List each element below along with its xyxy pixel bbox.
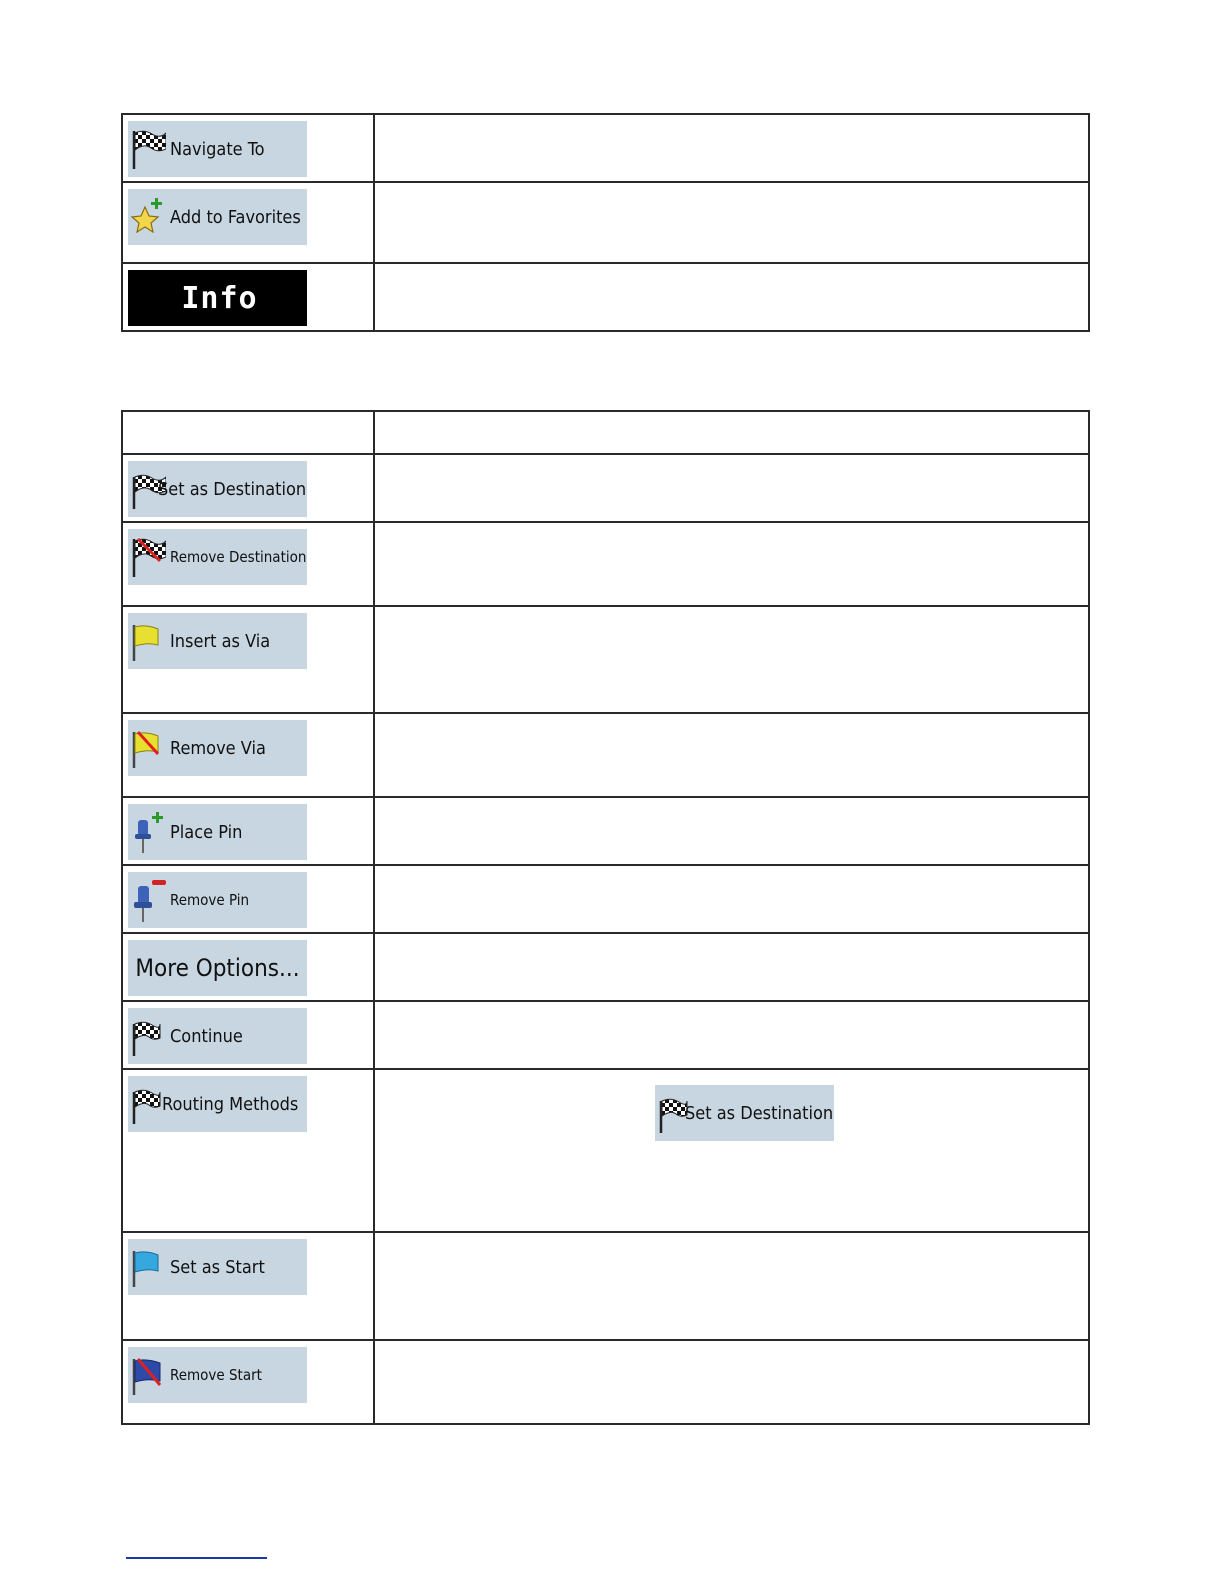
button-label: Navigate To <box>170 138 265 160</box>
table-cell <box>122 182 374 263</box>
description-cell <box>374 865 1089 933</box>
place-pin-button[interactable] <box>128 804 307 860</box>
remove-via-button[interactable] <box>128 720 307 776</box>
description-cell <box>374 522 1089 606</box>
remove-start-button[interactable] <box>128 1347 307 1403</box>
checkered-flag-remove-icon <box>130 535 166 579</box>
button-label: More Options... <box>135 954 300 982</box>
table-cell <box>122 606 374 713</box>
set-as-destination-inline-button[interactable] <box>655 1085 834 1141</box>
description-cell <box>374 1001 1089 1069</box>
continue-button[interactable] <box>128 1008 307 1064</box>
footer-link-underline[interactable] <box>126 1557 267 1559</box>
description-cell <box>374 1340 1089 1424</box>
table-cell <box>122 797 374 865</box>
table-cell <box>122 522 374 606</box>
table-cell <box>122 1001 374 1069</box>
button-label: Remove Via <box>170 737 266 759</box>
action-table-2 <box>121 410 1090 1425</box>
routing-methods-button[interactable] <box>128 1076 307 1132</box>
blue-flag-icon <box>130 1245 166 1289</box>
description-cell <box>374 263 1089 331</box>
remove-destination-button[interactable] <box>128 529 307 585</box>
yellow-flag-remove-icon <box>130 726 166 770</box>
info-button[interactable] <box>128 270 307 326</box>
description-cell <box>374 606 1089 713</box>
header-cell <box>374 411 1089 454</box>
header-cell <box>122 411 374 454</box>
checkered-flag-icon <box>130 127 166 171</box>
action-table-1 <box>121 113 1090 332</box>
button-label: Insert as Via <box>170 630 271 652</box>
table-cell <box>122 713 374 797</box>
button-label: Remove Pin <box>170 891 250 909</box>
set-as-destination-button[interactable] <box>128 461 307 517</box>
blue-flag-remove-icon <box>130 1353 166 1397</box>
table-cell <box>122 1340 374 1424</box>
more-options-button[interactable] <box>128 940 307 996</box>
table-cell <box>122 933 374 1001</box>
table-cell <box>122 454 374 522</box>
table-cell <box>122 114 374 182</box>
star-plus-icon <box>130 195 166 239</box>
table-cell <box>122 1232 374 1340</box>
checkered-flag-icon <box>130 1082 166 1126</box>
navigate-to-button[interactable] <box>128 121 307 177</box>
description-cell <box>374 933 1089 1001</box>
remove-pin-button[interactable] <box>128 872 307 928</box>
button-label: Set as Destination <box>158 478 307 500</box>
table-cell <box>122 1069 374 1232</box>
button-label: Info <box>181 280 258 316</box>
button-label: Routing Methods <box>162 1093 299 1115</box>
description-cell <box>374 713 1089 797</box>
button-label: Set as Start <box>170 1256 265 1278</box>
description-cell <box>374 454 1089 522</box>
insert-as-via-button[interactable] <box>128 613 307 669</box>
button-label: Place Pin <box>170 821 243 843</box>
description-cell <box>374 1069 1089 1232</box>
button-label: Remove Start <box>170 1366 262 1384</box>
set-as-start-button[interactable] <box>128 1239 307 1295</box>
button-label: Set as Destination <box>685 1102 834 1124</box>
button-label: Continue <box>170 1025 243 1047</box>
checkered-flag-icon <box>130 1014 166 1058</box>
table-cell <box>122 263 374 331</box>
pin-plus-icon <box>130 810 166 854</box>
yellow-flag-icon <box>130 619 166 663</box>
description-cell <box>374 1232 1089 1340</box>
description-cell <box>374 114 1089 182</box>
pin-minus-icon <box>130 878 166 922</box>
button-label: Add to Favorites <box>170 206 301 228</box>
description-cell <box>374 182 1089 263</box>
button-label: Remove Destination <box>170 548 307 566</box>
add-to-favorites-button[interactable] <box>128 189 307 245</box>
description-cell <box>374 797 1089 865</box>
table-cell <box>122 865 374 933</box>
